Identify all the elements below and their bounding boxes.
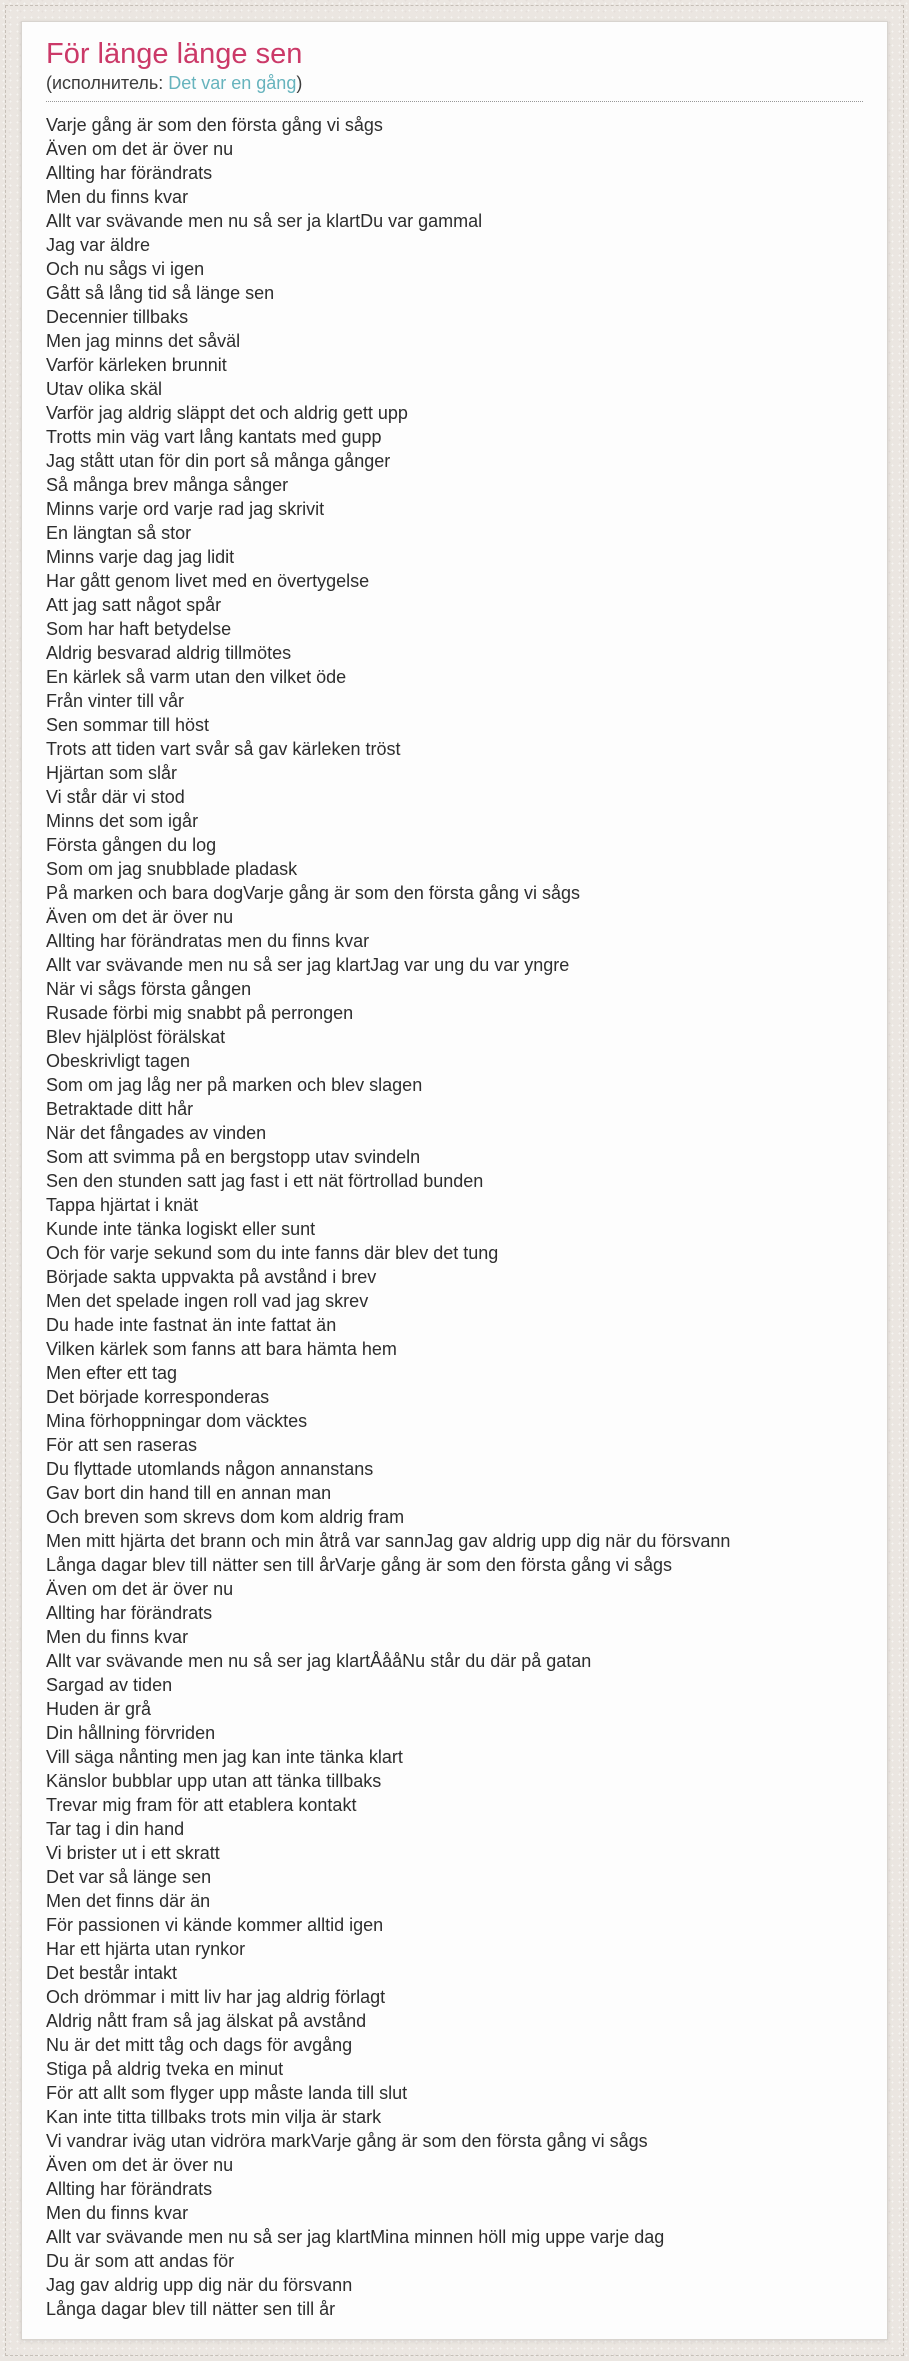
lyric-line: Och drömmar i mitt liv har jag aldrig förlagt [46,1987,386,2007]
lyric-line: Du är som att andas för [46,2251,235,2271]
lyric-line: Hjärtan som slår [46,763,178,783]
lyric-line: Så många brev många sånger [46,475,289,495]
lyric-line: Jag var äldre [46,235,151,255]
lyric-line: Det började korresponderas [46,1387,270,1407]
lyric-line: Men det spelade ingen roll vad jag skrev [46,1291,369,1311]
lyric-line: Du hade inte fastnat än inte fattat än [46,1315,337,1335]
lyric-line: En längtan så stor [46,523,192,543]
lyric-line: Känslor bubblar upp utan att tänka tillbaks [46,1771,382,1791]
lyric-line: Minns varje dag jag lidit [46,547,235,567]
lyric-line: Varje gång är som den första gång vi sågs [46,115,383,135]
lyrics [46,113,863,2321]
lyric-line: Rusade förbi mig snabbt på perrongen [46,1003,354,1023]
lyric-line: Första gången du log [46,835,217,855]
lyric-line: Kunde inte tänka logiskt eller sunt [46,1219,316,1239]
lyric-line: När vi sågs första gången [46,979,252,999]
lyric-line: Minns det som igår [46,811,199,831]
lyric-line: Även om det är över nu [46,139,234,159]
lyric-line: Men du finns kvar [46,187,189,207]
lyric-line: Allting har förändrats [46,2179,213,2199]
lyric-line: Din hållning förvriden [46,1723,216,1743]
lyric-line: Men jag minns det såväl [46,331,241,351]
lyric-line: Men du finns kvar [46,1627,189,1647]
lyric-line: Och för varje sekund som du inte fanns där blev det tung [46,1243,499,1263]
lyric-line: Jag stått utan för din port så många gånger [46,451,391,471]
lyric-line: Utav olika skäl [46,379,163,399]
lyric-line: Och nu sågs vi igen [46,259,205,279]
artist-line [46,72,863,102]
lyric-line: Har gått genom livet med en övertygelse [46,571,370,591]
lyric-line: Stiga på aldrig tveka en minut [46,2059,284,2079]
lyric-line: Sargad av tiden [46,1675,173,1695]
lyric-line: Som om jag låg ner på marken och blev slagen [46,1075,423,1095]
lyric-line: Tappa hjärtat i knät [46,1195,199,1215]
lyric-line: Du flyttade utomlands någon annanstans [46,1459,374,1479]
lyric-line: Långa dagar blev till nätter sen till år [46,2299,336,2319]
lyric-line: Tar tag i din hand [46,1819,185,1839]
lyric-line: Varför kärleken brunnit [46,355,227,375]
lyric-line: Allt var svävande men nu så ser jag klartÅååNu står du där på gatan [46,1651,592,1671]
lyric-line: Även om det är över nu [46,2155,234,2175]
lyric-line: Gav bort din hand till en annan man [46,1483,332,1503]
lyric-line: Och breven som skrevs dom kom aldrig fram [46,1507,405,1527]
lyric-line: Blev hjälplöst förälskat [46,1027,226,1047]
lyric-line: Vi brister ut i ett skratt [46,1843,220,1863]
lyric-line: För passionen vi kände kommer alltid igen [46,1915,384,1935]
lyric-line: Även om det är över nu [46,1579,234,1599]
lyric-line: En kärlek så varm utan den vilket öde [46,667,347,687]
lyric-line: Men det finns där än [46,1891,211,1911]
lyric-line: För att allt som flyger upp måste landa till slut [46,2083,408,2103]
lyric-line: Allting har förändrats [46,163,213,183]
artist-label-prefix: (исполнитель: [46,73,169,93]
lyric-line: Aldrig nått fram så jag älskat på avstånd [46,2011,367,2031]
lyric-line: Vi vandrar iväg utan vidröra markVarje gång är som den första gång vi sågs [46,2131,648,2151]
lyric-line: Långa dagar blev till nätter sen till årVarje gång är som den första gång vi sågs [46,1555,673,1575]
lyric-line: Men mitt hjärta det brann och min åtrå var sannJag gav aldrig upp dig när du försvann [46,1531,731,1551]
lyric-line: Nu är det mitt tåg och dags för avgång [46,2035,353,2055]
lyric-line: Som om jag snubblade pladask [46,859,298,879]
lyric-line: Från vinter till vår [46,691,185,711]
lyric-line: Sen den stunden satt jag fast i ett nät förtrollad bunden [46,1171,484,1191]
lyric-line: På marken och bara dogVarje gång är som den första gång vi sågs [46,883,580,903]
lyric-line: När det fångades av vinden [46,1123,267,1143]
lyric-line: Kan inte titta tillbaks trots min vilja är stark [46,2107,382,2127]
lyric-line: Aldrig besvarad aldrig tillmötes [46,643,292,663]
lyric-line: Vi står där vi stod [46,787,185,807]
artist-link[interactable]: Det var en gång [168,73,297,93]
lyric-line: Men efter ett tag [46,1363,178,1383]
lyric-line: Allt var svävande men nu så ser jag klartMina minnen höll mig uppe varje dag [46,2227,665,2247]
lyric-line: Allt var svävande men nu så ser ja klartDu var gammal [46,211,483,231]
lyric-line: Allting har förändratas men du finns kvar [46,931,370,951]
lyric-line: Gått så lång tid så länge sen [46,283,275,303]
lyric-line: Det var så länge sen [46,1867,212,1887]
lyric-line: För att sen raseras [46,1435,198,1455]
lyric-line: Betraktade ditt hår [46,1099,194,1119]
lyric-line: Som att svimma på en bergstopp utav svindeln [46,1147,421,1167]
lyric-line: Jag gav aldrig upp dig när du försvann [46,2275,353,2295]
lyric-line: Minns varje ord varje rad jag skrivit [46,499,325,519]
lyric-line: Varför jag aldrig släppt det och aldrig gett upp [46,403,408,423]
lyrics-card [21,21,888,2340]
artist-label-suffix: ) [296,73,303,93]
lyric-line: Började sakta uppvakta på avstånd i brev [46,1267,377,1287]
lyric-line: Trotts min väg vart lång kantats med gupp [46,427,382,447]
lyric-line: Att jag satt något spår [46,595,222,615]
lyric-line: Allt var svävande men nu så ser jag klartJag var ung du var yngre [46,955,570,975]
lyric-line: Sen sommar till höst [46,715,210,735]
lyric-line: Som har haft betydelse [46,619,232,639]
lyric-line: Decennier tillbaks [46,307,189,327]
lyric-line: Mina förhoppningar dom väcktes [46,1411,308,1431]
lyric-line: Har ett hjärta utan rynkor [46,1939,246,1959]
song-title: För länge länge sen [46,38,303,70]
lyric-line: Huden är grå [46,1699,152,1719]
lyric-line: Obeskrivligt tagen [46,1051,191,1071]
lyric-line: Trots att tiden vart svår så gav kärleken tröst [46,739,401,759]
lyric-line: Allting har förändrats [46,1603,213,1623]
lyric-line: Även om det är över nu [46,907,234,927]
lyric-line: Det består intakt [46,1963,178,1983]
lyric-line: Trevar mig fram för att etablera kontakt [46,1795,357,1815]
lyric-line: Vilken kärlek som fanns att bara hämta hem [46,1339,397,1359]
lyric-line: Vill säga nånting men jag kan inte tänka klart [46,1747,403,1767]
lyric-line: Men du finns kvar [46,2203,189,2223]
